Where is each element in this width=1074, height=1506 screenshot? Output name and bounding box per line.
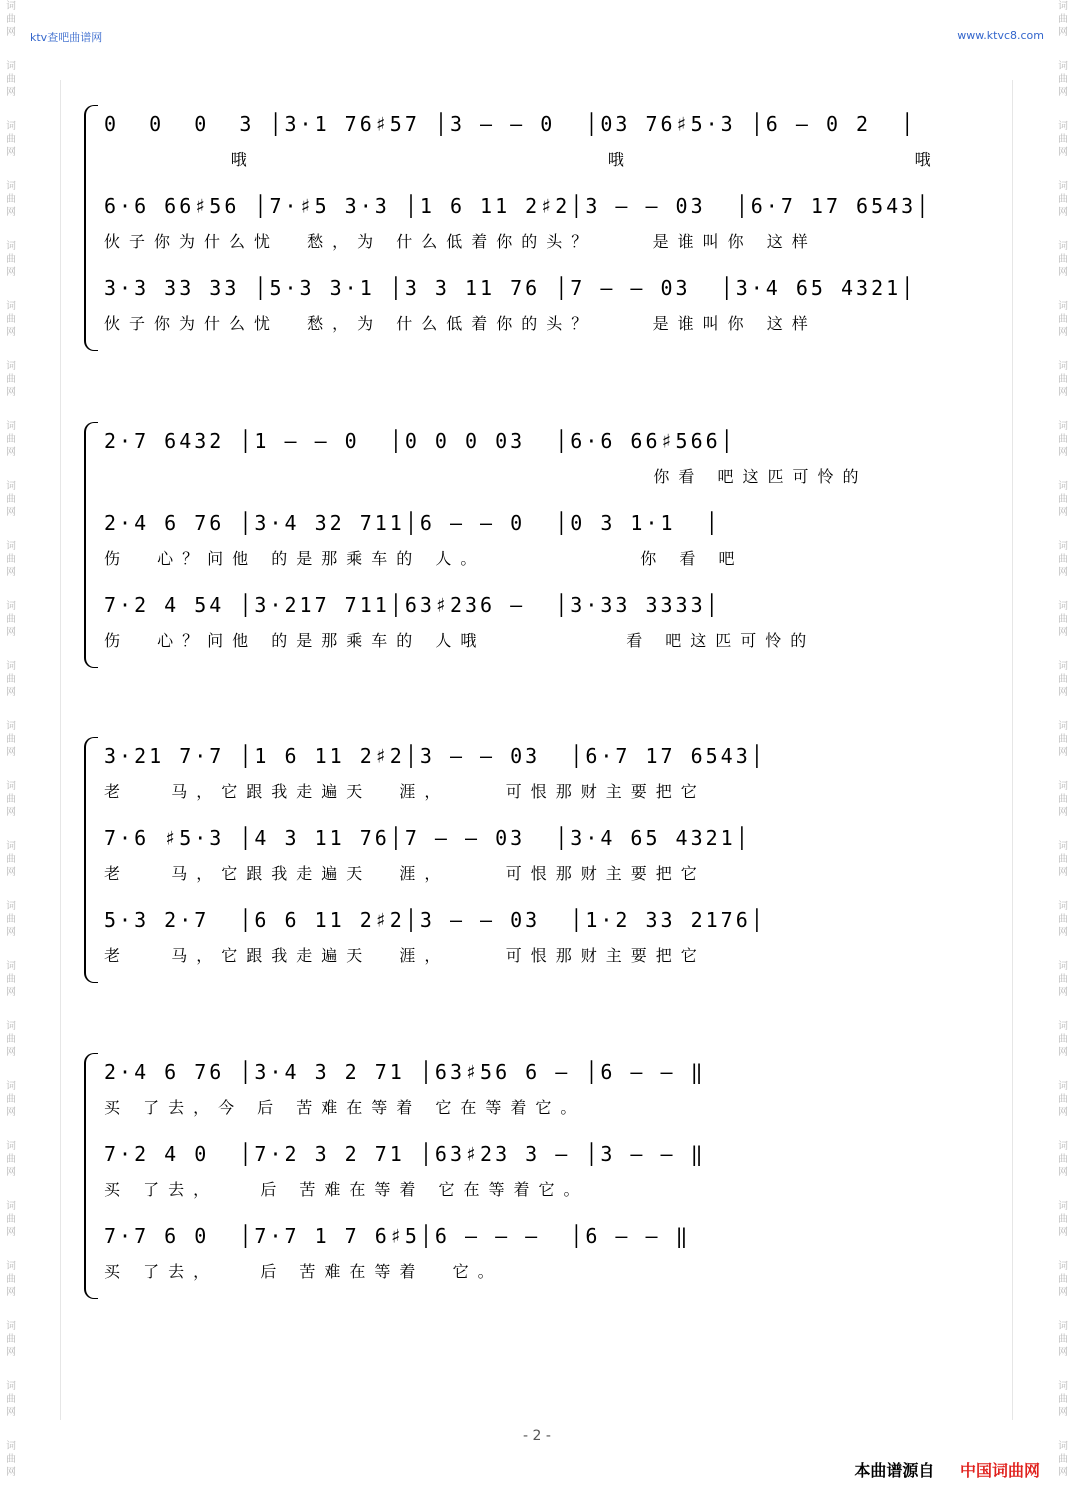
watermark-text: 词曲网 bbox=[1058, 241, 1068, 278]
watermark-text: 词曲网 bbox=[6, 1081, 16, 1118]
staff-1 bbox=[104, 105, 984, 187]
watermark-text: 词曲网 bbox=[1058, 1321, 1068, 1358]
notes-line: 6·6 66♯56 │7·♯5 3·3 │1 6 11 2♯2│3 – – 03 │6·7 17 6543│ bbox=[104, 194, 932, 218]
watermark-text: 词曲网 bbox=[6, 1381, 16, 1418]
watermark-text: 词曲网 bbox=[6, 541, 16, 578]
footer-site-link[interactable]: 中国词曲网 bbox=[959, 1461, 1040, 1480]
lyrics-line: 买 了去， 后 苦难在等着 它在等着它。 bbox=[104, 1180, 589, 1199]
staff-1 bbox=[104, 422, 984, 504]
watermark-text: 词曲网 bbox=[6, 841, 16, 878]
watermark-text: 词曲网 bbox=[6, 481, 16, 518]
lyrics-line: 老 马，它跟我走遍天 涯， 可恨那财主要把它 bbox=[104, 782, 706, 801]
lyrics-line: 伤 心？问他 的是那乘车的 人哦 看 吧这匹可怜的 bbox=[104, 631, 816, 650]
watermark-text: 词曲网 bbox=[1058, 901, 1068, 938]
watermark-text: 词曲网 bbox=[1058, 1, 1068, 38]
watermark-text: 词曲网 bbox=[1058, 1081, 1068, 1118]
score-system-1 bbox=[84, 105, 984, 351]
watermark-text: 词曲网 bbox=[1058, 121, 1068, 158]
watermark-text: 词曲网 bbox=[6, 241, 16, 278]
watermark-text: 词曲网 bbox=[6, 1441, 16, 1478]
watermark-text: 词曲网 bbox=[1058, 481, 1068, 518]
staff-2 bbox=[104, 1135, 984, 1217]
staff-3 bbox=[104, 901, 984, 983]
watermark-text: 词曲网 bbox=[6, 601, 16, 638]
lyrics-line: 伙子你为什么忧 愁，为 什么低着你的头？ 是谁叫你 这样 bbox=[104, 232, 817, 251]
left-watermark-strip bbox=[0, 0, 22, 1506]
watermark-text: 词曲网 bbox=[1058, 661, 1068, 698]
watermark-text: 词曲网 bbox=[1058, 361, 1068, 398]
watermark-text: 词曲网 bbox=[1058, 1261, 1068, 1298]
watermark-text: 词曲网 bbox=[1058, 961, 1068, 998]
lyrics-line: 老 马，它跟我走遍天 涯， 可恨那财主要把它 bbox=[104, 946, 706, 965]
lyrics-line: 买 了去，今 后 苦难在等着 它在等着它。 bbox=[104, 1098, 586, 1117]
notes-line: 2·4 6 76 │3·4 3 2 71 │63♯56 6 – │6 – – ‖ bbox=[104, 1060, 706, 1084]
system-brace bbox=[84, 105, 98, 351]
watermark-text: 词曲网 bbox=[1058, 1141, 1068, 1178]
watermark-text: 词曲网 bbox=[6, 421, 16, 458]
notes-line: 5·3 2·7 │6 6 11 2♯2│3 – – 03 │1·2 33 2176│ bbox=[104, 908, 766, 932]
watermark-text: 词曲网 bbox=[1058, 301, 1068, 338]
watermark-text: 词曲网 bbox=[6, 61, 16, 98]
watermark-text: 词曲网 bbox=[1058, 1201, 1068, 1238]
watermark-text: 词曲网 bbox=[6, 181, 16, 218]
staff-2 bbox=[104, 187, 984, 269]
score-system-2 bbox=[84, 422, 984, 668]
frame-line-left bbox=[60, 80, 61, 1420]
watermark-text: 词曲网 bbox=[6, 1, 16, 38]
watermark-text: 词曲网 bbox=[6, 901, 16, 938]
staff-2 bbox=[104, 819, 984, 901]
notes-line: 7·7 6 0 │7·7 1 7 6♯5│6 – – – │6 – – ‖ bbox=[104, 1224, 691, 1248]
watermark-text: 词曲网 bbox=[1058, 1021, 1068, 1058]
watermark-text: 词曲网 bbox=[1058, 61, 1068, 98]
watermark-text: 词曲网 bbox=[6, 961, 16, 998]
watermark-text: 词曲网 bbox=[6, 1141, 16, 1178]
score-system-4 bbox=[84, 1053, 984, 1299]
system-brace bbox=[84, 737, 98, 983]
watermark-text: 词曲网 bbox=[6, 1261, 16, 1298]
watermark-text: 词曲网 bbox=[1058, 181, 1068, 218]
frame-line-right bbox=[1012, 80, 1013, 1420]
staff-1 bbox=[104, 737, 984, 819]
watermark-text: 词曲网 bbox=[6, 1021, 16, 1058]
watermark-text: 词曲网 bbox=[1058, 1441, 1068, 1478]
watermark-text: 词曲网 bbox=[1058, 421, 1068, 458]
staff-2 bbox=[104, 504, 984, 586]
watermark-text: 词曲网 bbox=[6, 781, 16, 818]
watermark-text: 词曲网 bbox=[1058, 781, 1068, 818]
lyrics-line: 伤 心？问他 的是那乘车的 人。 你 看 吧 bbox=[104, 549, 744, 568]
watermark-text: 词曲网 bbox=[1058, 841, 1068, 878]
system-brace bbox=[84, 422, 98, 668]
system-brace bbox=[84, 1053, 98, 1299]
staff-3 bbox=[104, 1217, 984, 1299]
lyrics-line: 买 了去， 后 苦难在等着 它。 bbox=[104, 1262, 503, 1281]
footer-source bbox=[854, 1458, 1040, 1481]
watermark-text: 词曲网 bbox=[6, 721, 16, 758]
page-number: - 2 - bbox=[523, 1428, 551, 1444]
staff-3 bbox=[104, 586, 984, 668]
notes-line: 7·2 4 0 │7·2 3 2 71 │63♯23 3 – │3 – – ‖ bbox=[104, 1142, 706, 1166]
lyrics-line: 伙子你为什么忧 愁，为 什么低着你的头？ 是谁叫你 这样 bbox=[104, 314, 817, 333]
watermark-text: 词曲网 bbox=[6, 1201, 16, 1238]
notes-line: 3·21 7·7 │1 6 11 2♯2│3 – – 03 │6·7 17 6543│ bbox=[104, 744, 766, 768]
watermark-text: 词曲网 bbox=[1058, 1381, 1068, 1418]
header-left-site[interactable]: ktv查吧曲谱网 bbox=[30, 31, 103, 44]
notes-line: 7·2 4 54 │3·217 711│63♯236 – │3·33 3333│ bbox=[104, 593, 721, 617]
watermark-text: 词曲网 bbox=[6, 361, 16, 398]
staff-1 bbox=[104, 1053, 984, 1135]
right-watermark-strip bbox=[1052, 0, 1074, 1506]
lyrics-line: 老 马，它跟我走遍天 涯， 可恨那财主要把它 bbox=[104, 864, 706, 883]
watermark-text: 词曲网 bbox=[1058, 601, 1068, 638]
notes-line: 2·7 6432 │1 – – 0 │0 0 0 03 │6·6 66♯566│ bbox=[104, 429, 736, 453]
lyrics-line: 你看 吧这匹可怜的 bbox=[104, 467, 868, 486]
watermark-text: 词曲网 bbox=[1058, 721, 1068, 758]
footer-source-label: 本曲谱源自 bbox=[854, 1461, 935, 1480]
watermark-text: 词曲网 bbox=[6, 301, 16, 338]
watermark-text: 词曲网 bbox=[1058, 541, 1068, 578]
notes-line: 7·6 ♯5·3 │4 3 11 76│7 – – 03 │3·4 65 4321│ bbox=[104, 826, 751, 850]
notes-line: 2·4 6 76 │3·4 32 711│6 – – 0 │0 3 1·1 │ bbox=[104, 511, 721, 535]
notes-line: 3·3 33 33 │5·3 3·1 │3 3 11 76 │7 – – 03 │3·4 65 4321│ bbox=[104, 276, 917, 300]
watermark-text: 词曲网 bbox=[6, 661, 16, 698]
score-system-3 bbox=[84, 737, 984, 983]
watermark-text: 词曲网 bbox=[6, 121, 16, 158]
watermark-text: 词曲网 bbox=[6, 1321, 16, 1358]
lyrics-line: 哦 哦 哦 bbox=[104, 150, 940, 169]
staff-3 bbox=[104, 269, 984, 351]
header-right-url[interactable]: www.ktvc8.com bbox=[957, 29, 1044, 42]
notes-line: 0 0 0 3 │3·1 76♯57 │3 – – 0 │03 76♯5·3 │6 – 0 2 │ bbox=[104, 112, 917, 136]
